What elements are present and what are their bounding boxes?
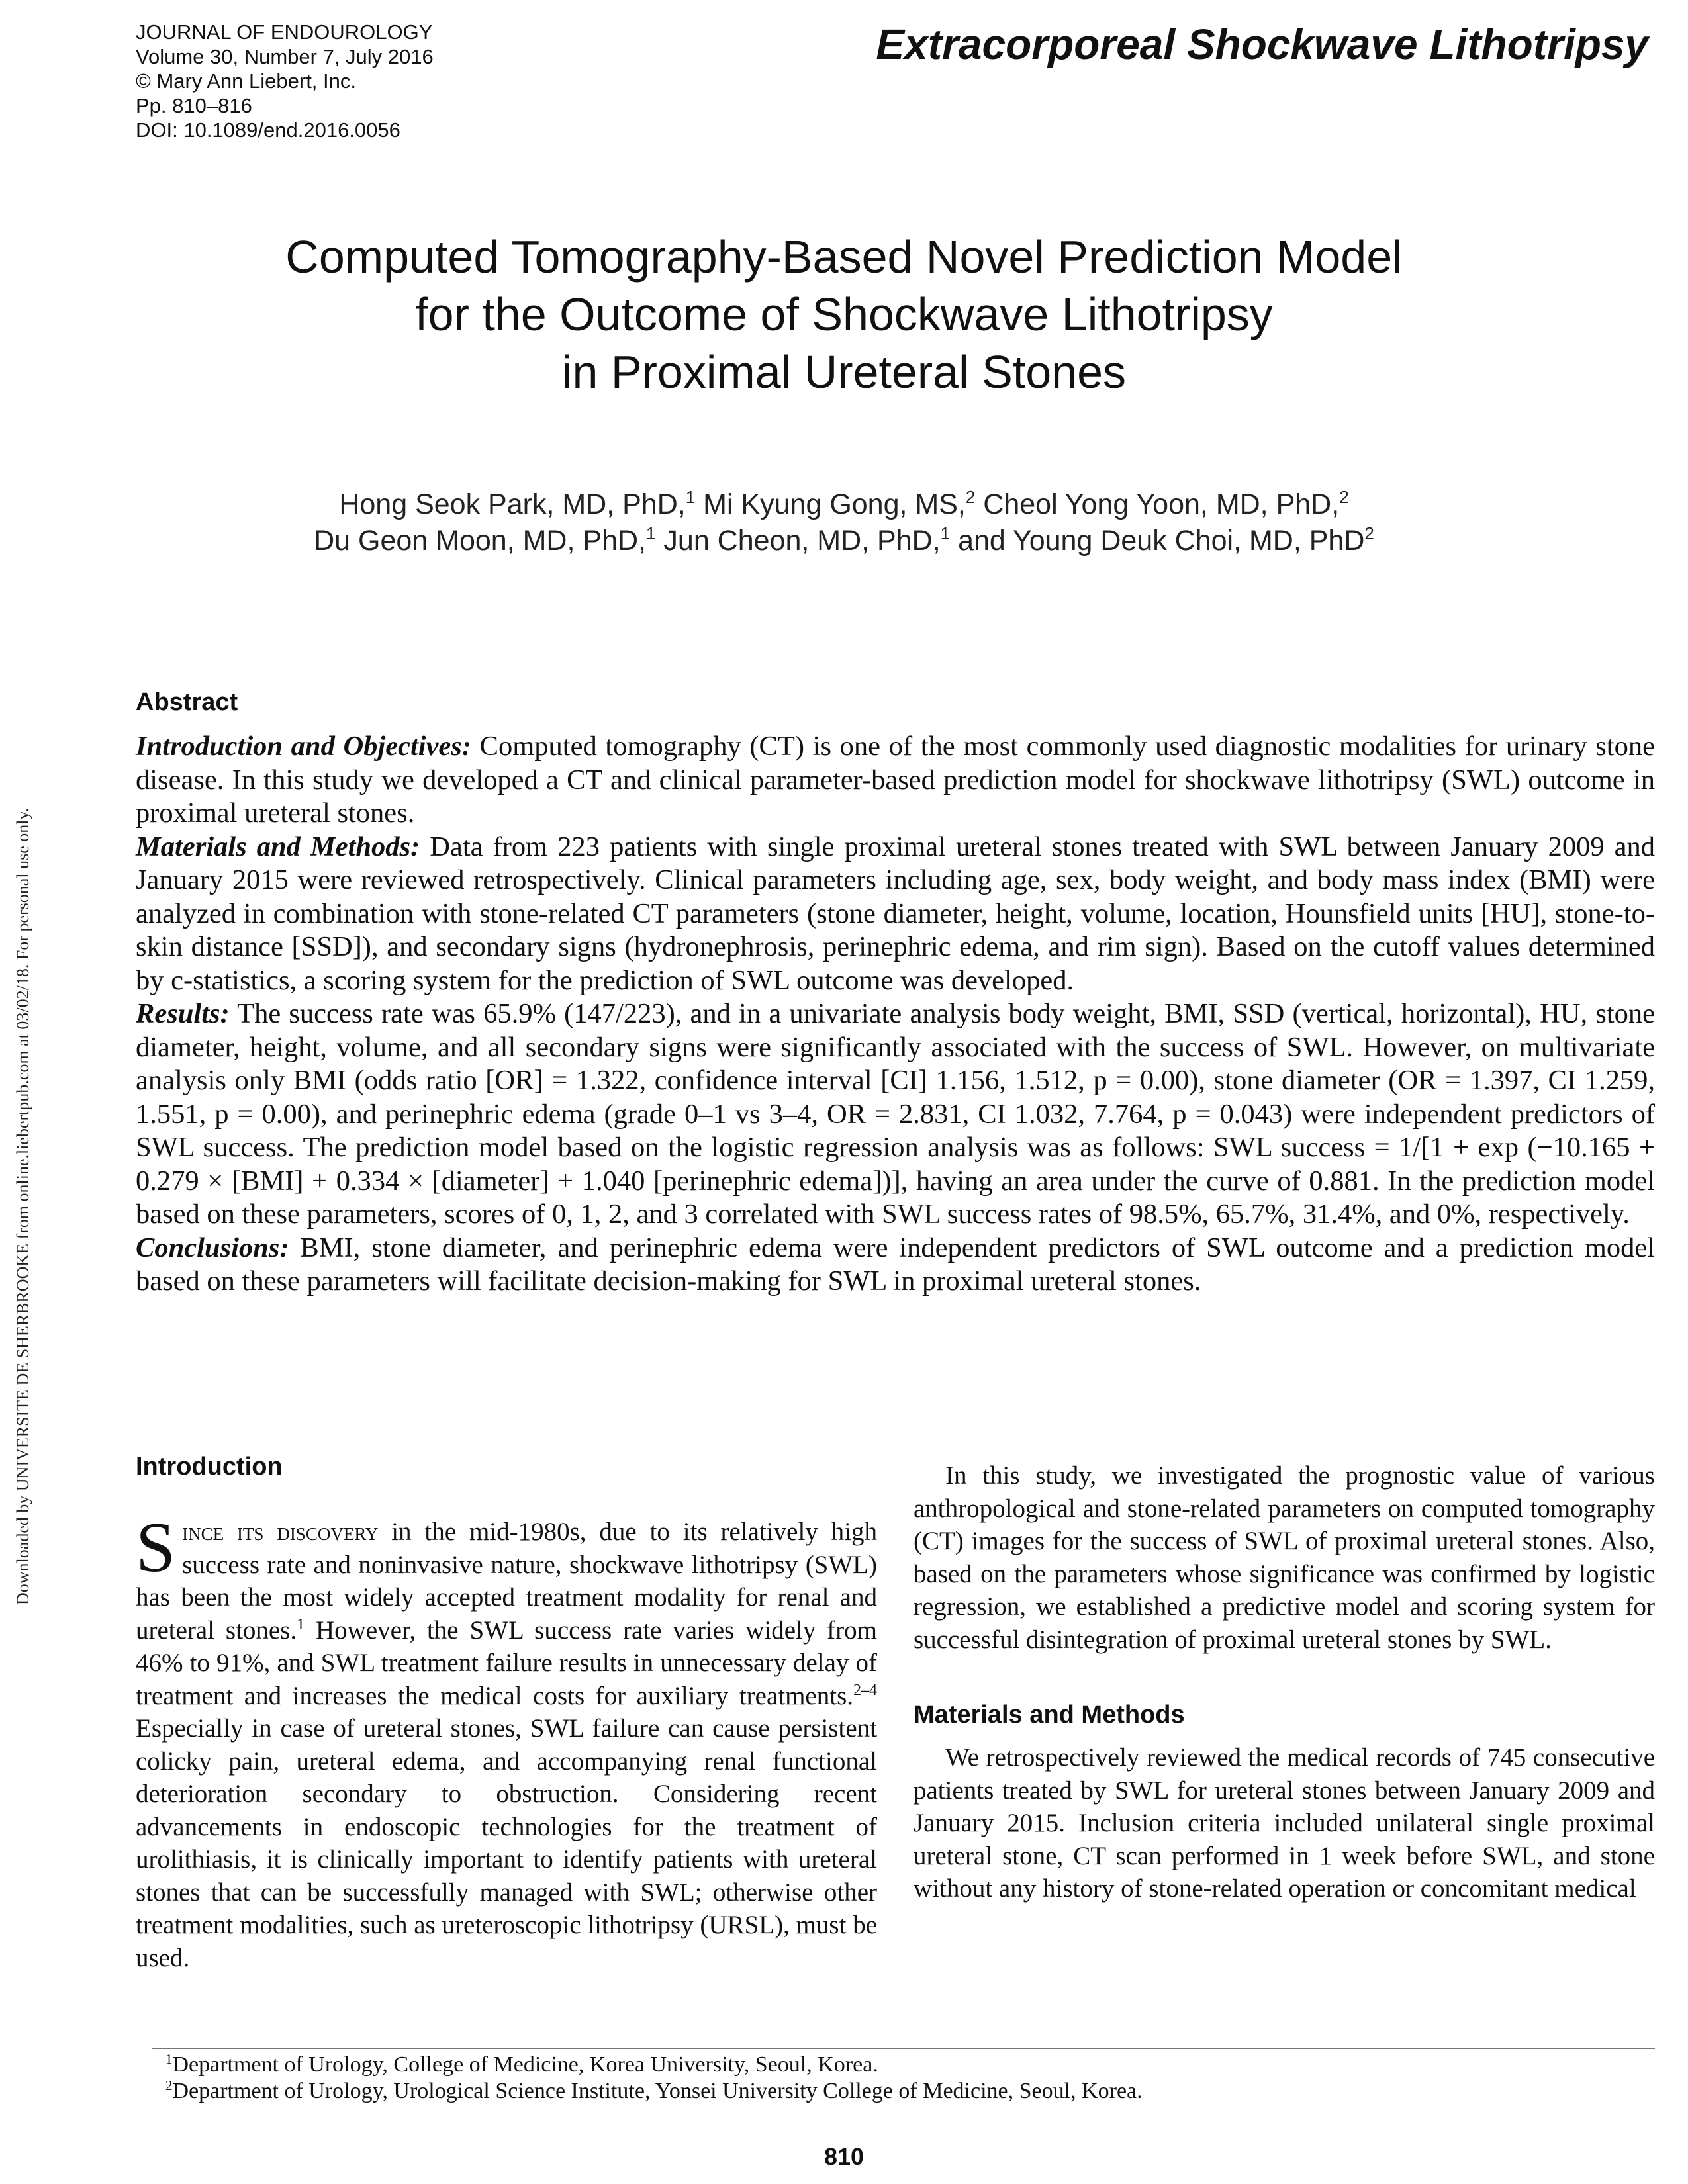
journal-name: JOURNAL OF ENDOUROLOGY: [136, 21, 433, 44]
article-title: [99, 228, 1589, 401]
footnote: [165, 2078, 1143, 2105]
abstract-label: Materials and Methods:: [136, 831, 420, 862]
methods-heading: Materials and Methods: [914, 1701, 1185, 1729]
journal-copyright: © Mary Ann Liebert, Inc.: [136, 69, 356, 93]
abstract-text: Computed tomography (CT) is one of the most commonly used diagnostic modalities for urinary stone disease. In this study we developed a CT and clinical parameter-based prediction model for shockwave lithotripsy (SWL) outcome in proximal ureteral stones.: [136, 731, 1655, 829]
author-affiliation: 2: [1339, 487, 1349, 507]
author-line: [99, 523, 1589, 559]
abstract-text: Data from 223 patients with single proximal ureteral stones treated with SWL between January 2009 and January 2015 were reviewed retrospectively. Clinical parameters including age, sex, body weight, and body mass index (BMI) were analyzed in combination with stone-related CT parameters (stone diameter, height, volume, location, Hounsfield units [HU], stone-to-skin distance [SSD]), and secondary signs (hydronephrosis, perinephric edema, and rim sign). Based on the cutoff values determined by c-statistics, a scoring system for the prediction of SWL outcome was developed.: [136, 831, 1655, 996]
affiliation-footnotes: [165, 2052, 1143, 2105]
journal-pages: Pp. 810–816: [136, 94, 252, 117]
abstract-label: Introduction and Objectives:: [136, 731, 471, 762]
abstract-body: [136, 730, 1655, 1298]
introduction-heading: Introduction: [136, 1453, 283, 1480]
footnote-marker: 2: [165, 2077, 173, 2093]
journal-volume: Volume 30, Number 7, July 2016: [136, 45, 434, 68]
author-list: [99, 486, 1589, 559]
author-affiliation: 2: [1364, 523, 1374, 543]
journal-info: [136, 20, 434, 142]
abstract-heading: Abstract: [136, 688, 238, 716]
section-title: Extracorporeal Shockwave Lithotripsy: [876, 21, 1648, 68]
abstract-results: [136, 997, 1655, 1232]
title-line: in Proximal Ureteral Stones: [562, 346, 1126, 398]
title-line: for the Outcome of Shockwave Lithotripsy: [415, 289, 1273, 340]
body-text: in the mid-1980s, due to its relatively high success rate and noninvasive nature, shockwave lithotripsy (SWL) has been the most widely accepted treatment modality for renal and ureteral stones.: [136, 1518, 877, 1645]
author-affiliation: 1: [645, 523, 656, 543]
author-name: and Young Deuk Choi, MD, PhD: [950, 525, 1365, 557]
abstract-label: Conclusions:: [136, 1232, 289, 1263]
methods-paragraph: We retrospectively reviewed the medical records of 745 consecutive patients treated by SWL for ureteral stones between January 2009 and January 2015. Inclusion criteria included unilateral single proximal ureteral stone, CT scan performed in 1 week before SWL, and stone without any history of stone-related operation or concomitant medical: [914, 1743, 1655, 1903]
body-text: Especially in case of ureteral stones, SWL failure can cause persistent colicky pain, ureteral edema, and accompanying renal functional deterioration secondary to obstruction. Considering recent advancements in endoscopic technologies for the treatment of urolithiasis, it is clinically important to identify patients with ureteral stones that can be successfully managed with SWL; otherwise other treatment modalities, such as ureteroscopic lithotripsy (URSL), must be used.: [136, 1714, 877, 1972]
author-name: Du Geon Moon, MD, PhD,: [314, 525, 646, 557]
abstract-text: BMI, stone diameter, and perinephric edema were independent predictors of SWL outcome and a prediction model based on these parameters will facilitate decision-making for SWL in proximal ureteral stones.: [136, 1232, 1655, 1297]
footnote: [165, 2052, 1143, 2078]
author-name: Jun Cheon, MD, PhD,: [655, 525, 941, 557]
abstract-label: Results:: [136, 998, 230, 1029]
author-affiliation: 1: [685, 487, 696, 507]
author-name: Hong Seok Park, MD, PhD,: [339, 488, 686, 520]
footnote-text: Department of Urology, Urological Science Institute, Yonsei University College of Medicine, Seoul, Korea.: [172, 2079, 1143, 2103]
abstract-text: The success rate was 65.9% (147/223), and in a univariate analysis body weight, BMI, SSD (vertical, horizontal), HU, stone diameter, height, volume, and all secondary signs were significantly associated with the success of SWL. However, on multivariate analysis only BMI (odds ratio [OR] = 1.322, confidence interval [CI] 1.156, 1.512, p = 0.00), stone diameter (OR = 1.397, CI 1.259, 1.551, p = 0.00), and perinephric edema (grade 0–1 vs 3–4, OR = 2.831, CI 1.032, 7.764, p = 0.043) were independent predictors of SWL success. The prediction model based on the logistic regression analysis was as follows: SWL success = 1/[1 + exp (−10.165 + 0.279 × [BMI] + 0.334 × [diameter] + 1.040 [perinephric edema])], having an area under the curve of 0.881. In the prediction model based on these parameters, scores of 0, 1, 2, and 3 correlated with SWL success rates of 98.5%, 65.7%, 31.4%, and 0%, respectively.: [136, 998, 1655, 1230]
right-column: [914, 1459, 1655, 1905]
download-notice: Downloaded by UNIVERSITE DE SHERBROOKE from online.liebertpub.com at 03/02/18. For personal use only.: [13, 807, 32, 1605]
reference-citation: 1: [297, 1615, 305, 1633]
footnote-text: Department of Urology, College of Medicine, Korea University, Seoul, Korea.: [172, 2052, 878, 2077]
journal-doi: DOI: 10.1089/end.2016.0056: [136, 118, 400, 142]
author-line: [99, 486, 1589, 523]
author-name: Mi Kyung Gong, MS,: [695, 488, 966, 520]
left-column: [136, 1453, 877, 1974]
study-aim-paragraph: In this study, we investigated the prognostic value of various anthropological and stone-related parameters on computed tomography (CT) images for the success of SWL of proximal ureteral stones. Also, based on the parameters whose significance was confirmed by logistic regression, we established a predictive model and scoring system for successful disintegration of proximal ureteral stones by SWL.: [914, 1461, 1655, 1654]
abstract-conclusions: [136, 1232, 1655, 1298]
abstract-introduction: [136, 730, 1655, 831]
footnote-marker: 1: [165, 2051, 173, 2067]
drop-cap: S: [136, 1508, 176, 1587]
footnote-divider: [152, 2048, 1655, 2049]
lead-in-smallcaps: ince its discovery: [182, 1518, 379, 1546]
body-text: However, the SWL success rate varies widely from 46% to 91%, and SWL treatment failure results in unnecessary delay of treatment and increases the medical costs for auxiliary treatments.: [136, 1615, 877, 1710]
abstract-methods: [136, 831, 1655, 998]
author-affiliation: 1: [940, 523, 951, 543]
page-number: 810: [823, 2143, 865, 2170]
author-name: Cheol Yong Yoon, MD, PhD,: [975, 488, 1340, 520]
author-affiliation: 2: [965, 487, 976, 507]
introduction-paragraph: [136, 1508, 877, 1974]
title-line: Computed Tomography-Based Novel Prediction Model: [285, 231, 1403, 283]
reference-citation: 2–4: [853, 1681, 877, 1699]
